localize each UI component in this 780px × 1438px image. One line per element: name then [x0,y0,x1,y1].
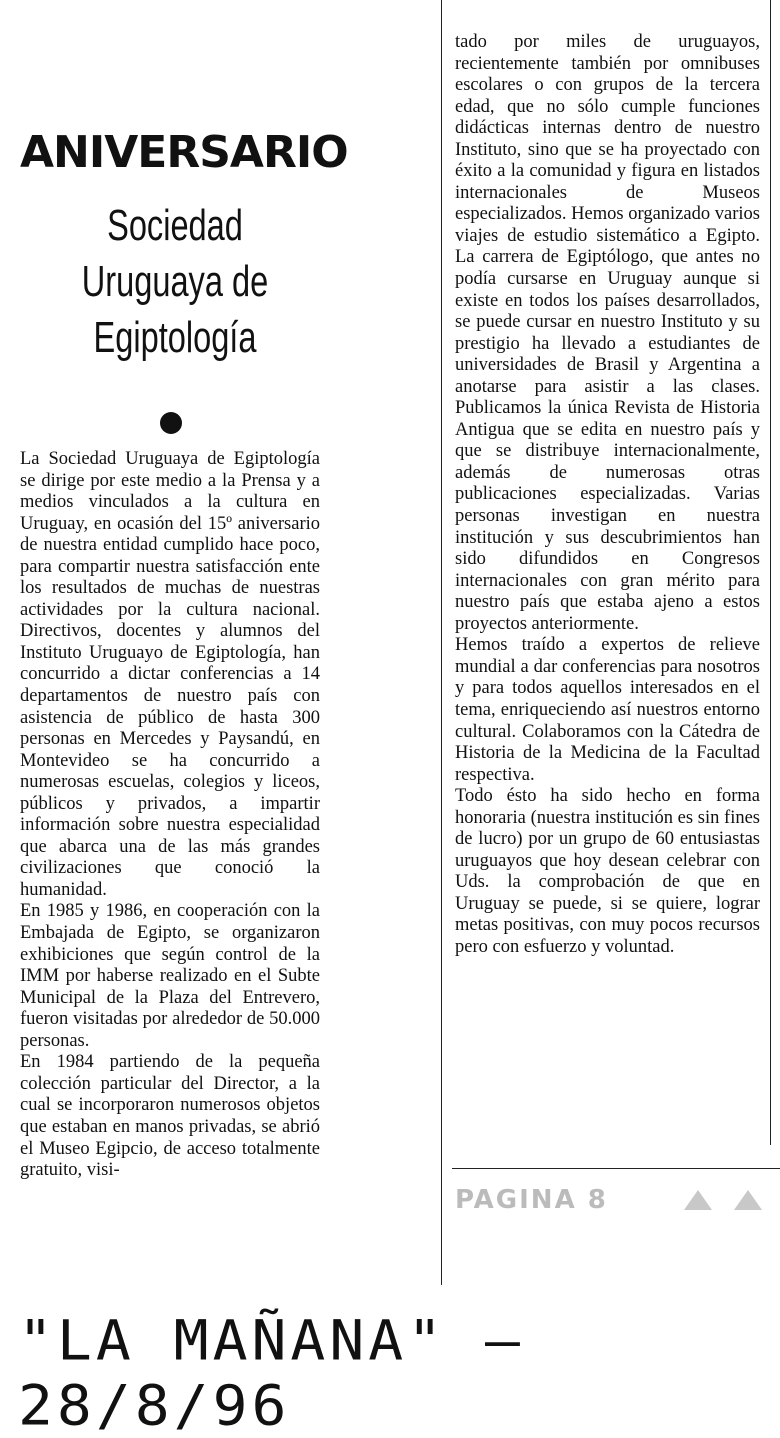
column-divider-right [770,0,771,1145]
paragraph: Hemos traído a expertos de relieve mundial a dar conferencias para nosotros y para todos aquellos interesados en el tema, enriqueciendo así nuestros entorno cultural. Colaboramos con la Cátedra de Historia de la Medicina de la Facultad respectiva. [455,635,760,785]
paragraph: En 1984 partiendo de la pequeña colección particular del Director, a la cual se incorporaron numerosos objetos que estaban en manos privadas, se abrió el Museo Egipcio, de acceso totalmente gratuito, visi- [20,1052,320,1181]
paragraph: La Sociedad Uruguaya de Egiptología se dirige por este medio a la Prensa y a medios vinculados a la cultura en Uruguay, en ocasión del 15º aniversario de nuestra entidad cumplido hace poco, para compartir nuestra satisfacción ente los resultados de muchas de nuestras actividades por la cultura nacional. Directivos, docentes y alumnos del Instituto Uruguayo de Egiptología, han concurrido a dictar conferencias a 14 departamentos de nuestro país con asistencia de público de hasta 300 personas en Mercedes y Paysandú, en Montevideo se ha concurrido a numerosas escuelas, colegios y liceos, públicos y privados, a impartir información sobre nuestra especialidad que abarca una de las más grandes civilizaciones que conoció la humanidad. [20,449,320,900]
triangle-ornament-icon [684,1190,712,1210]
article-kicker: ANIVERSARIO [20,127,348,178]
column-divider-left [441,0,442,1285]
bullet-dot [160,412,182,434]
paragraph: tado por miles de uruguayos, recientemente también por omnibuses escolares o con grupos de la tercera edad, que no sólo cumple funciones didácticas internas dentro de nuestro Instituto, sino que se ha proyectado con éxito a la comunidad y figura en listados internacionales de Museos especializados. Hemos organizado varios viajes de estudio sistemático a Egipto. La carrera de Egiptólogo, que antes no podía cursarse en Uruguay aunque si existe en todos los países desarrollados, se puede cursar en nuestro Instituto y su prestigio ha llevado a estudiantes de universidades de Brasil y Argentina a anotarse para asistir a las clases. Publicamos la única Revista de Historia Antigua que se edita en nuestro país y que se distribuye internacionalmente, además de numerosas otras publicaciones especializadas. Varias personas investigan en nuestra institución y sus descubrimientos han sido difundidos en Congresos internacionales con gran mérito para nuestro país que estaba ajeno a estos proyectos anteriormente. [455,32,760,634]
page-number-label: PAGINA 8 [455,1185,608,1215]
handwritten-source-note: "LA MAÑANA" — 28/8/96 [18,1308,524,1438]
paragraph: En 1985 y 1986, en cooperación con la Embajada de Egipto, se organizaron exhibiciones que según control de la IMM por haberse realizado en el Subte Municipal de la Plaza del Entrevero, fueron visitadas por alrededor de 50.000 personas. [20,901,320,1051]
paragraph: Todo ésto ha sido hecho en forma honoraria (nuestra institución es sin fines de lucro) por un grupo de 60 entusiastas uruguayos que hoy desean celebrar con Uds. la comprobación de que en Uruguay se puede, si se quiere, lograr metas positivas, con muy pocos recursos pero con esfuerzo y voluntad. [455,786,760,957]
article-column-1 [20,449,320,1182]
article-headline: Sociedad Uruguaya de Egiptología [81,201,269,362]
page-footer-rule [452,1168,780,1169]
article-column-2 [455,32,760,959]
triangle-ornament-icon [734,1190,762,1210]
